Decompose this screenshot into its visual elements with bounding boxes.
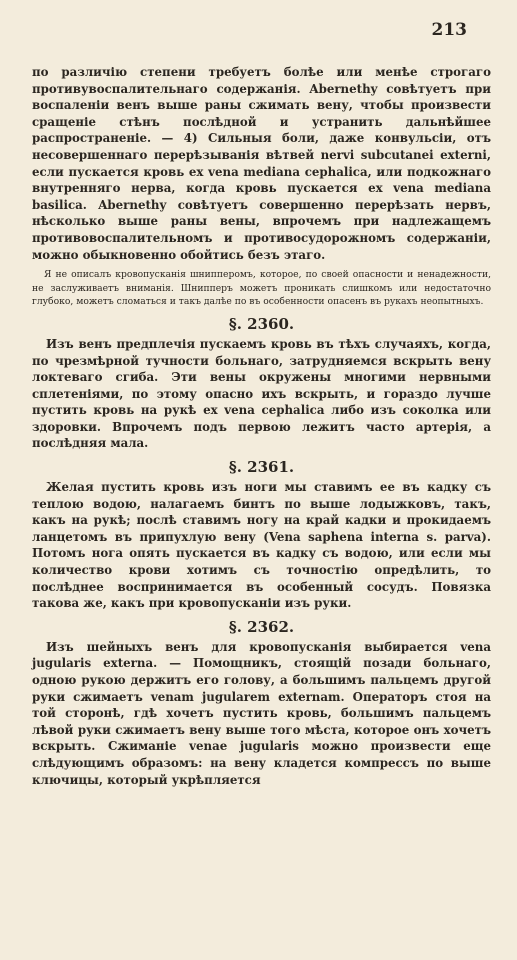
- paragraph-bleeding-complications: по различію степени требуетъ болѣе или менѣе строгаго противувоспалительнаго содержанія. Abernethy совѣтуетъ при воспаленіи венъ выше раны сжимать вену, чтобы произвести сращеніе стѣнъ послѣдной и устранить дальнѣйшее распространеніе. — 4) Сильныя боли, даже конвульсіи, отъ несовершеннаго перерѣзыванія вѣтвей nervi subcutanei externi, если пускается кровь ex vena mediana cephalica, или подкожнаго внутренняго нерва, когда кровь пускается ex vena mediana basilica. Abernethy совѣтуетъ совершенно перерѣзать нервъ, нѣсколько выше раны вены, впрочемъ при надлежащемъ противовоспалительномъ и противосудорожномъ содержаніи, можно обыкновенно обойтись безъ этаго.: [32, 65, 491, 262]
- page-number: 213: [431, 20, 467, 40]
- footnote-schnapper: Я не описалъ кровопусканія шнипперомъ, которое, по своей опасности и ненадежности, не заслуживаетъ вниманія. Шнипперъ можетъ проникать слишкомъ или недостаточно глубоко, можетъ сломаться и такъ далѣе по въ особенности опасенъ въ рукахъ неопытныхъ.: [32, 269, 491, 308]
- paragraph-forearm-veins: Изъ венъ предплечія пускаемъ кровь въ тѣхъ случаяхъ, когда, по чрезмѣрной тучности больнаго, затрудняемся вскрыть вену локтеваго сгиба. Эти вены окружены многими нервными сплетеніями, по этому опасно ихъ вскрыть, и гораздо лучше пустить кровь на рукѣ ex vena cephalica либо изъ соколка или здоровки. Впрочемъ подъ первою лежитъ часто артерія, а послѣдняя мала.: [32, 336, 491, 451]
- section-heading-2360: §. 2360.: [228, 314, 295, 333]
- section-heading-2362: §. 2362.: [228, 617, 295, 636]
- paragraph-foot-bleeding: Желая пустить кровь изъ ноги мы ставимъ ее въ кадку съ теплою водою, налагаемъ бинтъ по выше лодыжковъ, такъ, какъ на рукѣ; послѣ ставимъ ногу на край кадки и прокидаемъ ланцетомъ въ припухлую вену (Vena saphena interna s. parva). Потомъ нога опять пускается въ кадку съ водою, или если мы количество крови хотимъ съ точностію опредѣлить, то послѣднее воспринимается въ особенный сосудъ. Повязка такова же, какъ при кровопусканіи изъ руки.: [32, 480, 491, 611]
- paragraph-neck-veins: Изъ шейныхъ венъ для кровопусканія выбирается vena jugularis externa. — Помощникъ, стоящій позади больнаго, одною рукою держитъ его голову, а большимъ пальцемъ другой руки сжимаетъ venam jugularem externam. Операторъ стоя на той сторонѣ, гдѣ хочетъ пустить кровь, большимъ пальцемъ лѣвой руки сжимаетъ вену выше того мѣста, которое онъ хочетъ вскрыть. Сжиманіе venae jugularis можно произвести еще слѣдующимъ образомъ: на вену кладется компрессъ по выше ключицы, который укрѣпляется: [32, 639, 491, 787]
- section-heading-2361: §. 2361.: [228, 458, 295, 477]
